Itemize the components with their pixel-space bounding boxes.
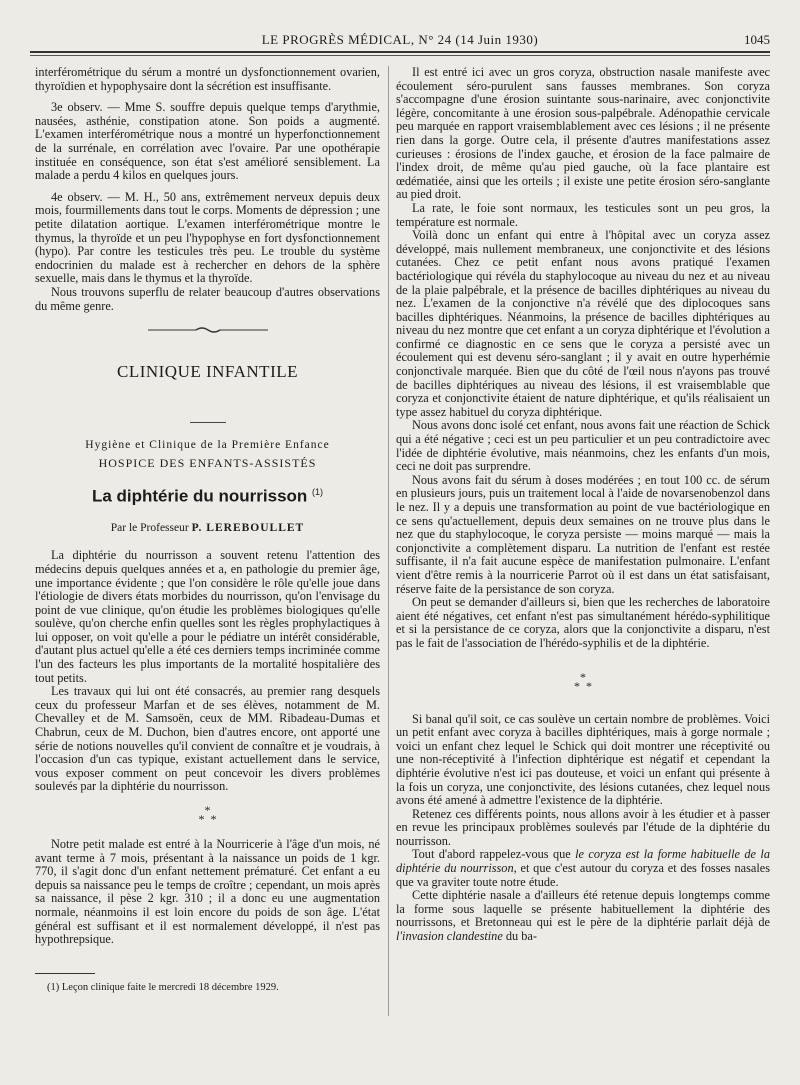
- page-number: 1045: [744, 32, 770, 47]
- article-title-text: La diphtérie du nourrisson: [91, 487, 308, 507]
- paragraph: Nous trouvons superflu de relater beaucoup d'autres observations du même genre.: [35, 284, 380, 313]
- text-run: du ba-: [502, 929, 537, 944]
- emphasis: le coryza est la forme habituelle de la diphtérie du nourrisson: [396, 847, 770, 876]
- star-left: *: [574, 678, 580, 693]
- paragraph: La rate, le foie sont normaux, les testicules sont un peu gros, la température est normale.: [396, 200, 770, 229]
- paragraph: [396, 889, 770, 943]
- author-line: [35, 522, 380, 536]
- paragraph: On peut se demander d'ailleurs si, bien que les recherches de laboratoire aient été négatives, cet enfant n'est pas simultanément hérédo-syphilitique et si la persistance de ce coryza, alors que la conjonctivite a disparu, n'est pas le fait de l'association de l'hérédo-syphilis et de la diphtérie.: [396, 595, 770, 650]
- paragraph: interférométrique du sérum a montré un dysfonctionnement ovarien, thyroïdien et hypophysaire dont la sécrétion est insuffisante.: [35, 65, 380, 93]
- paragraph: La diphtérie du nourrisson a souvent retenu l'attention des médecins depuis quelques années et a, en pathologie du premier âge, une importance évidente ; que l'on considère le rôle qu'elle joue dans l'étiologie de divers états morbides du nourrisson, qu'on l'envisage du point de vue clinique, qu'on étudie les problèmes biologiques qu'elle soulève, qu'on cherche enfin quelles sont les règles prophylactiques à lui opposer, on voit qu'elle a pour le pédiatre un intérêt considérable, d'autant plus actuel qu'elle a été ces derniers temps incriminée comme l'un des facteurs les plus importants de la mortalité hospitalière des tout petits.: [35, 548, 380, 685]
- paragraph: Nous avons donc isolé cet enfant, nous avons fait une réaction de Schick qui a été négative ; ceci est un peu particulier et un peu contradictoire avec l'idée de diphtérie évolutive, mais néanmoins, chez les enfants d'un mois, ceci ne doit pas surprendre.: [396, 418, 770, 474]
- right-column: [396, 66, 770, 944]
- header-rule: [30, 51, 770, 53]
- star-left: *: [198, 812, 205, 826]
- paragraph: Notre petit malade est entré à la Nourricerie à l'âge d'un mois, né avant terme à 7 mois, présentant à la naissance un poids de 1 kgr. 770, il s'agit donc d'un enfant nettement prématuré. Cet enfant a eu depuis sa naissance peu le temps de croître ; cependant, un mois après sa naissance, il pèse 2 kgr. 310 ; il a donc eu une augmentation normale, néanmoins il est loin encore du poids de son âge. L'état général est suffisant et il est normalement développé, il n'est pas hypothrepsique.: [35, 837, 380, 947]
- star-right: *: [586, 678, 592, 693]
- ornament-divider: [35, 325, 380, 339]
- star-top: *: [580, 669, 586, 684]
- footnote-rule: [35, 973, 95, 974]
- paragraph: Retenez ces différents points, nous allons avoir à les étudier et à passer en revue les principaux problèmes soulevés par l'étude de la diphtérie du nourrisson.: [396, 806, 770, 848]
- footnote-ref: (1): [312, 487, 324, 498]
- star-pair: [35, 812, 380, 826]
- footnote: (1) Leçon clinique faite le mercredi 18 décembre 1929.: [47, 981, 279, 993]
- star-pair: [396, 678, 770, 693]
- paragraph: 3e observ. — Mme S. souffre depuis quelque temps d'arythmie, nausées, asthénie, constipation atone. Son poids a augmenté. L'examen interférométrique nous a montré un hyperfonctionnement de la surrénale, en corrélation avec l'ovaire. Par une opothérapie instituée en conséquence, son état s'est amélioré sensiblement. La malade a perdu 4 kilos en quelques jours.: [35, 100, 380, 183]
- column-rule: [388, 66, 389, 1016]
- section-stars: [35, 803, 380, 826]
- section-rule: [190, 422, 226, 423]
- paragraph: Si banal qu'il soit, ce cas soulève un certain nombre de problèmes. Voici un petit enfant avec coryza à bacilles diphtériques, mais à gorge normale ; voici un enfant chez lequel le Schick qui doit montrer une réceptivité ou une non-réceptivité à l'infection diphtérique est négatif et cependant la diphtérie évolutive n'est ici pas douteuse, et voici un enfant qui présente à la fois un coryza, une conjonctivite, des lésions cutanées, chez lequel nous avons été amené à admettre l'existence de la diphtérie.: [396, 711, 770, 808]
- paragraph: [396, 848, 770, 889]
- text-run: , et que c'est autour du coryza et des fosses nasales que va graviter toute notre étude.: [396, 861, 770, 889]
- page-header: [30, 32, 770, 48]
- author-prefix: Par le Professeur: [110, 521, 189, 534]
- running-head: LE PROGRÈS MÉDICAL, N° 24 (14 Juin 1930): [261, 32, 539, 47]
- section-title: CLINIQUE INFANTILE: [116, 361, 298, 381]
- text-run: Tout d'abord rappelez-vous que: [412, 847, 576, 862]
- paragraph: Nous avons fait du sérum à doses modérées ; en tout 100 cc. de sérum en plusieurs jours, puis un traitement local à l'aide de novarsenobenzol dans le nez. Il y a depuis une transformation au point de vue bactériologique en ce sens qu'actuellement, depuis deux semaines on ne trouve plus dans le nez que du staphylocoque, le coryza persiste — moins marqué — mais la conjonctivite a complètement disparu. La nutrition de l'enfant est restée suffisante, il n'a fait aucune espèce de manifestation pulmonaire. L'enfant vient d'être remis à la nourricerie Parrot où il est dans un état satisfaisant, réserve faite de la persistance de son coryza.: [396, 472, 770, 596]
- paragraph: Il est entré ici avec un gros coryza, obstruction nasale manifeste avec écoulement séro-purulent sans fausses membranes. Son coryza s'accompagne d'une érosion suintante sous-narinaire, avec conjonctivite légère, concomitante à une érosion sous-palpébrale. Adénopathie cervicale peu marquée en rapport vraisemblablement avec ces lésions ; il ne présente rien dans la gorge. Outre cela, il présente d'autres manifestations assez curieuses : érosions de l'index gauche, et érosion de la face palmaire de l'index droit, de même qu'au pied gauche, où la face plantaire est œdématiée, ainsi que les orteils ; il existe une petite érosion séro-sanglante au pied droit.: [396, 65, 770, 202]
- star-right: *: [210, 812, 217, 826]
- section-subtitle: Hygiène et Clinique de la Première Enfance: [85, 439, 330, 452]
- header-rule-thin: [30, 55, 770, 56]
- article-title: [35, 486, 380, 507]
- star-top: *: [204, 803, 211, 817]
- section-stars: [396, 669, 770, 693]
- paragraph: Les travaux qui lui ont été consacrés, au premier rang desquels ceux du professeur Marfan et de ses élèves, notamment de M. Chevalley et de M. Samsoën, ceux de MM. Ribadeau-Dumas et Chabrun, ceux de M. Duchon, bien d'autres encore, ont apporté une série de notions nouvelles qu'il convient de connaître et je voudrais, à l'occasion d'un cas typique, existant actuellement dans le service, vous exposer comment on peut concevoir les divers problèmes soulevés par la diphtérie du nourrisson.: [35, 684, 380, 794]
- text-run: Cette diphtérie nasale a d'ailleurs été retenue depuis longtemps comme la forme sous laquelle se présente habituellement la diphtérie des nourrissons, et Bretonneau qui est le père de la diphtérie parlait déjà de: [396, 888, 770, 930]
- paragraph: Voilà donc un enfant qui entre à l'hôpital avec un coryza assez développé, mais nullement membraneux, une conjonctivite et des lésions cutanées. Chez ce petit enfant nous avons pratiqué l'examen bactériologique qui révéla du staphylocoque au niveau du nez et au niveau de la plaie palpébrale, et la présence de bacilles diphtériques au niveau du nez. L'examen de la conjonctive n'a révélé que des diplocoques sans bacilles diphtériques. Néanmoins, la présence de bacilles diphtériques au niveau du nez montre que cet enfant a un coryza diphtérique et l'évolution a confirmé ce diagnostic en ce sens que le coryza a persisté avec un écoulement qui est devenu séro-sanglant ; il y avait en outre hyperhémie conjonctivale marquée. Bien que du côté de l'œil nous n'ayons pas trouvé de bacilles diphtériques au niveau des lésions, il est vraisemblable que coryza et conjonctivite étaient de nature diphtérique, et qu'ils réalisaient un type assez habituel du coryza diphtérique.: [396, 228, 770, 419]
- emphasis: l'invasion clandestine: [396, 929, 503, 944]
- left-column: [35, 66, 380, 994]
- paragraph: 4e observ. — M. H., 50 ans, extrêmement nerveux depuis deux mois, fourmillements dans tout le corps. Moments de dépression ; une petite dilatation aortique. L'examen interférométrique montre le thymus, la thyroïde et un peu l'hypophyse en fort dysfonctionnement (hypo). Par contre les testicules très peu. Le trouble du système endocrinien du malade est à rechercher en dehors de la sphère sexuelle, mais dans le thymus et la thyroïde.: [35, 189, 380, 286]
- author-name: P. LEREBOULLET: [191, 521, 305, 534]
- hospice-name: HOSPICE DES ENFANTS-ASSISTÉS: [98, 455, 317, 470]
